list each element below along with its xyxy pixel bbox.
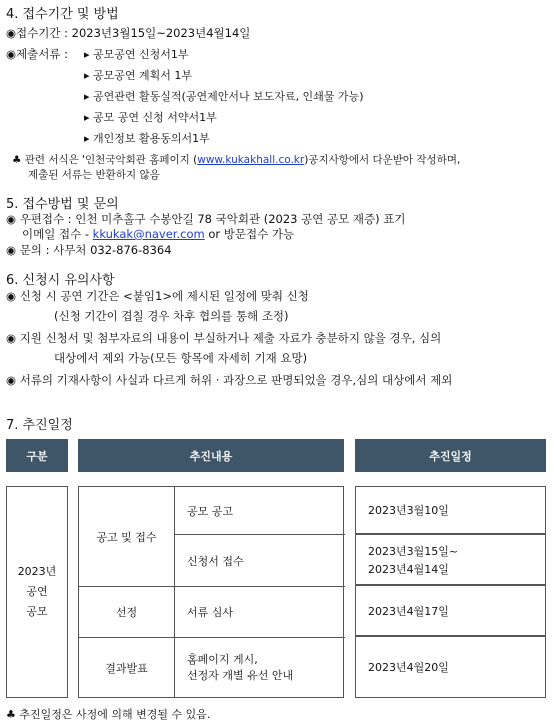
email-submission	[22, 226, 294, 242]
content-item: 공모 공고	[187, 504, 234, 518]
category-line: 공연	[26, 585, 48, 598]
category-line: 2023년	[17, 565, 57, 578]
header-category: 구분	[6, 439, 68, 472]
doc-item: ▸ 공모공연 신청서1부	[84, 48, 189, 61]
date-cell	[355, 636, 546, 698]
email-suffix: or 방문접수 가능	[204, 227, 295, 241]
date-value: 2023년4월14일	[368, 563, 449, 576]
email-link[interactable]: kkukak@naver.com	[92, 227, 205, 241]
date-value: 2023년3월15일~	[368, 545, 459, 558]
doc-item: ▸ 공모공연 계획서 1부	[84, 69, 193, 82]
forms-note-line2: 제출된 서류는 반환하지 않음	[28, 169, 160, 181]
forms-note	[12, 152, 460, 167]
group-label: 선정	[115, 606, 138, 619]
schedule-footnote: ♣ 추진일정은 사정에 의해 변경될 수 있음.	[6, 708, 211, 721]
date-range	[368, 543, 458, 579]
group-label: 공고 및 접수	[96, 530, 157, 544]
homepage-link[interactable]: www.kukakhall.co.kr	[197, 154, 305, 166]
submission-docs-label: ◉제출서류 :	[6, 47, 68, 61]
content-item: 신청서 접수	[187, 554, 244, 568]
forms-note-suffix: )공지사항에서 다운받아 작성하며,	[304, 154, 461, 166]
contact-info: ◉ 문의 : 사무처 032-876-8364	[6, 243, 172, 257]
doc-item: ▸ 개인정보 활용동의서1부	[84, 132, 210, 145]
date-cell	[355, 534, 546, 585]
group-label: 결과발표	[105, 662, 148, 675]
content-item: 서류 심사	[187, 606, 234, 619]
caution-item-1: ◉ 신청 시 공연 기간은 <붙임1>에 제시된 일정에 맞춰 신청	[6, 289, 309, 303]
category-line: 공모	[26, 605, 48, 618]
submission-period: ◉접수기간 : 2023년3월15일~2023년4월14일	[6, 26, 251, 40]
header-content: 추진내용	[78, 439, 344, 472]
section-6-heading: 6. 신청시 유의사항	[6, 273, 115, 288]
doc-item: ▸ 공연관련 활동실적(공연제안서나 보도자료, 인쇄물 가능)	[84, 90, 364, 103]
column-divider	[174, 487, 175, 697]
section-4-heading: 4. 접수기간 및 방법	[6, 7, 119, 22]
content-table	[78, 486, 344, 698]
content-line: 홈페이지 게시,	[187, 653, 258, 666]
date-cell	[355, 486, 546, 534]
date-cell	[355, 585, 546, 636]
date-value: 2023년3월10일	[368, 504, 449, 517]
email-prefix: 이메일 접수 -	[22, 227, 93, 241]
caution-item-1-sub: (신청 기간이 겹칠 경우 차후 협의를 통해 조정)	[54, 309, 289, 323]
content-item-multiline	[187, 652, 293, 684]
section-5-heading: 5. 접수방법 및 문의	[6, 197, 119, 212]
header-schedule: 추진일정	[355, 439, 546, 472]
caution-item-3: ◉ 서류의 기재사항이 사실과 다르게 허위 · 과장으로 판명되었을 경우,심의 대상에서 제외	[6, 373, 453, 387]
date-value: 2023년4월20일	[368, 661, 449, 674]
section-7-heading: 7. 추진일정	[6, 418, 73, 433]
caution-item-2-sub: 대상에서 제외 가능(모든 항목에 자세히 기재 요망)	[54, 351, 308, 365]
mail-submission: ◉ 우편접수 : 인천 미추홀구 수봉안길 78 국악회관 (2023 공연 공모 재증) 표기	[6, 212, 406, 226]
doc-item: ▸ 공모 공연 신청 서약서1부	[84, 111, 217, 124]
category-cell	[6, 486, 68, 698]
caution-item-2: ◉ 지원 신청서 및 첨부자료의 내용이 부실하거나 제출 자료가 충분하지 않을 경우, 심의	[6, 331, 442, 345]
forms-note-prefix: ♣ 관련 서식은 '인천국악회관 홈페이지 (	[12, 154, 198, 166]
date-value: 2023년4월17일	[368, 604, 449, 618]
content-line: 선정자 개별 유선 안내	[187, 669, 294, 682]
